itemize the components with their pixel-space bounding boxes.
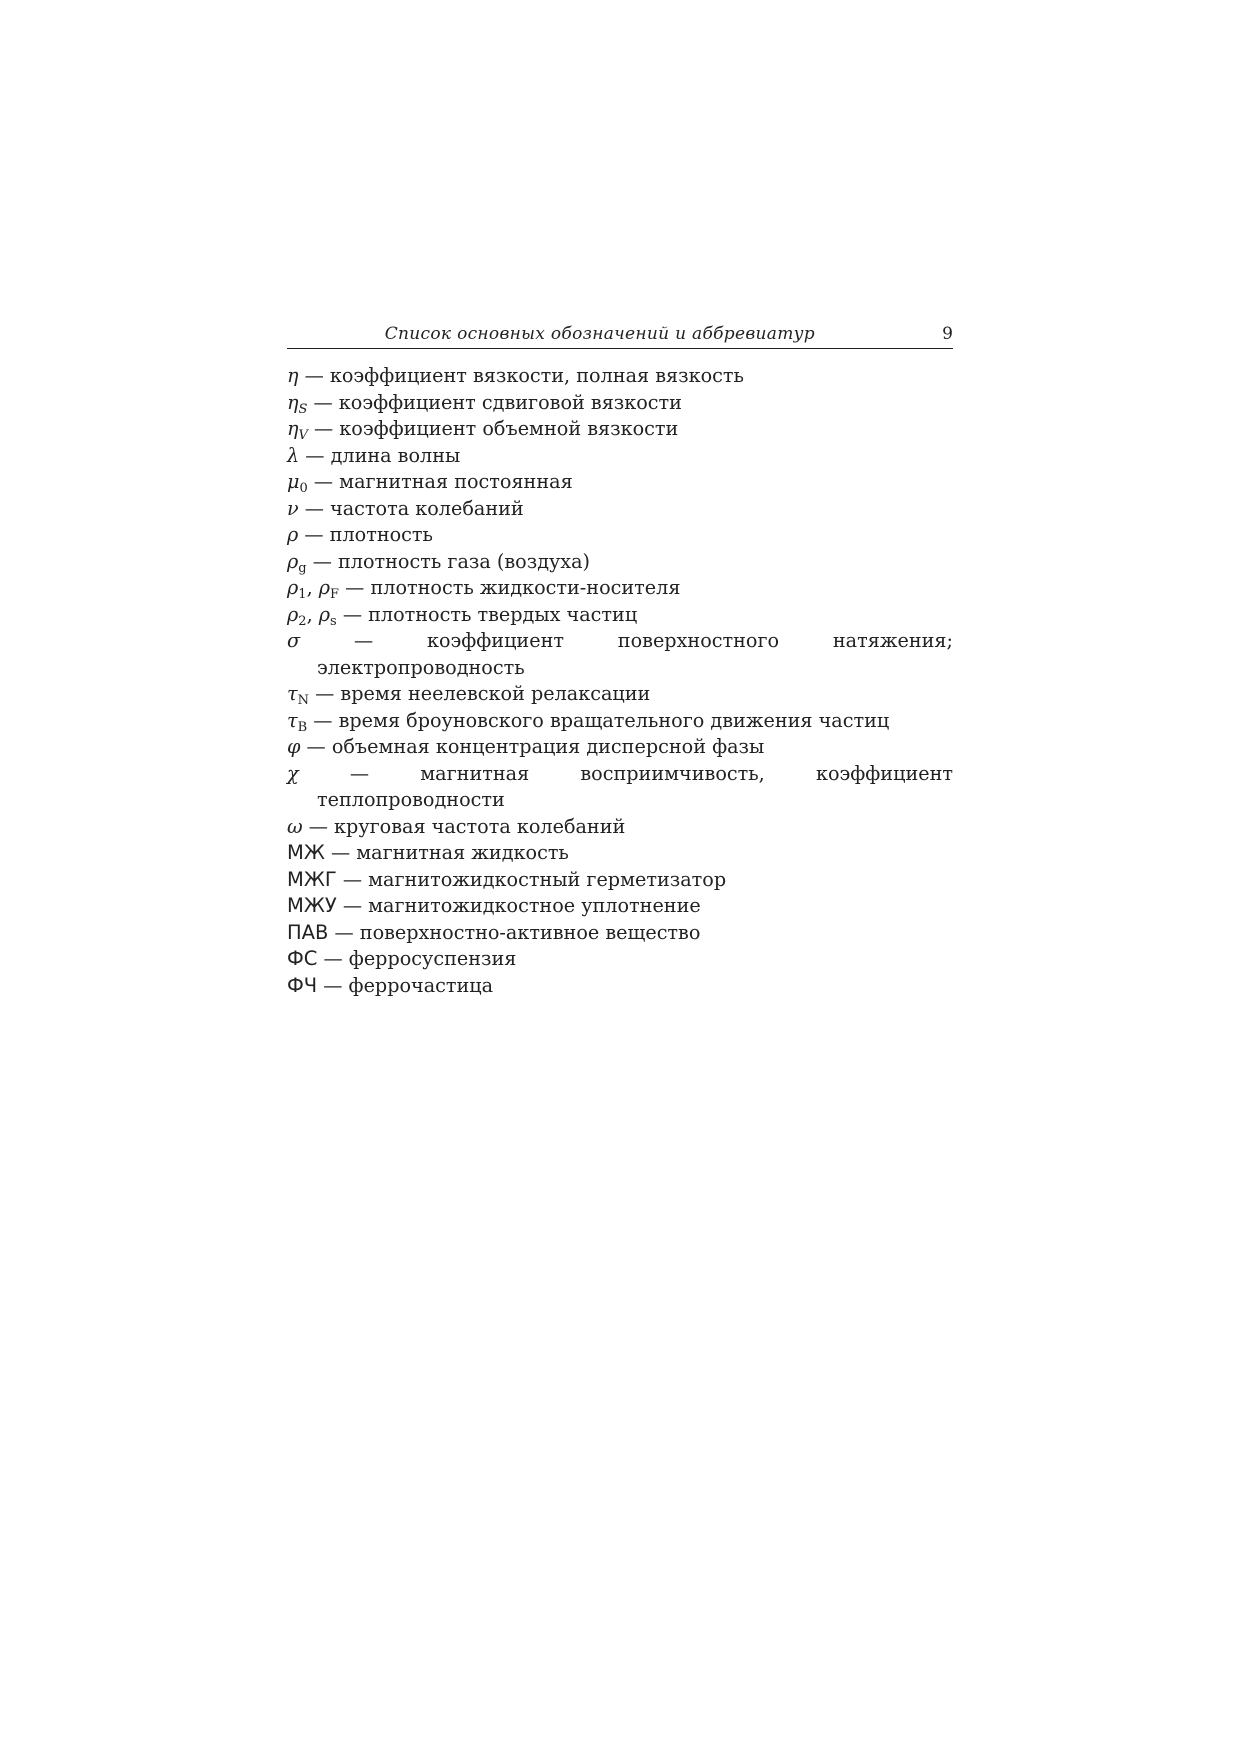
symbol: ρ (287, 602, 299, 626)
definition: плотность (329, 523, 433, 546)
list-item: МЖУ — магнитожидкостное уплотнение (287, 894, 701, 917)
subscript: 1 (298, 587, 307, 602)
definition: коэффициент объемной вязкости (339, 417, 679, 440)
definition: плотность твердых частиц (368, 602, 638, 626)
subscript: g (298, 560, 307, 576)
list-item: МЖ — магнитная жидкость (287, 841, 569, 864)
symbol: ρ (287, 549, 299, 573)
symbol: σ (287, 629, 301, 652)
list-item: $\eta_S$ — коэффициент сдвиговой вязкости (287, 390, 682, 417)
notation-list (287, 363, 953, 999)
symbol: ω (287, 814, 303, 838)
abbreviation: ФС (287, 947, 318, 970)
definition: плотность газа (воздуха) (338, 549, 591, 573)
list-item: ПАВ — поверхностно-активное вещество (287, 920, 701, 944)
definition: плотность жидкости-носителя (370, 576, 681, 599)
symbol: ρ (287, 576, 299, 599)
subscript: N (297, 693, 309, 708)
symbol: μ (287, 470, 300, 493)
list-item: ω — круговая частота колебаний (287, 814, 626, 838)
list-item: $\rho_2$, $\rho_s$ — плотность твердых частиц (287, 602, 638, 629)
definition: объемная концентрация дисперсной фазы (331, 735, 765, 758)
symbol: τ (287, 682, 298, 705)
list-item: $\eta_V$ — коэффициент объемной вязкости (287, 417, 679, 443)
list-item: φ — объемная концентрация дисперсной фазы (287, 735, 765, 758)
list-item: η — коэффициент вязкости, полная вязкость (287, 364, 744, 387)
symbol: ρ (287, 523, 299, 546)
page-content (287, 322, 953, 999)
symbol: φ (287, 735, 301, 758)
symbol: η (287, 417, 299, 440)
definition: коэффициент вязкости, полная вязкость (329, 364, 744, 387)
abbreviation: МЖ (287, 841, 325, 864)
symbol: ρ (318, 602, 331, 626)
definition: коэффициент сдвиговой вязкости (338, 390, 682, 414)
list-item: $\tau_N$ — время неелевской релаксации (287, 682, 651, 708)
subscript: V (298, 428, 308, 443)
definition: время броуновского вращательного движения частиц (338, 708, 890, 732)
subscript: F (330, 587, 340, 602)
subscript: 0 (299, 481, 308, 496)
symbol: η (287, 390, 299, 414)
symbol: ν (287, 496, 299, 520)
list-item: МЖГ — магнитожидкостный герметизатор (287, 867, 727, 891)
definition: феррочастица (348, 973, 494, 997)
definition: магнитожидкостный герметизатор (368, 867, 727, 891)
definition: поверхностно-активное вещество (359, 920, 701, 944)
definition: круговая частота колебаний (334, 814, 626, 838)
symbol: ρ (318, 576, 331, 599)
symbol: χ (287, 761, 299, 785)
definition: коэффициент поверхностного натяжения; электропроводность (317, 629, 953, 679)
subscript: 2 (298, 613, 307, 629)
list-item: λ — длина волны (287, 443, 461, 467)
symbol: λ (287, 443, 300, 467)
list-item: $\rho_1$, $\rho_F$ — плотность жидкости-носителя (287, 576, 681, 602)
list-item: $\mu_0$ — магнитная постоянная (287, 470, 573, 496)
definition: частота колебаний (330, 496, 524, 520)
abbreviation: ПАВ (287, 920, 329, 944)
list-item: ν — частота колебаний (287, 496, 524, 520)
abbreviation: МЖГ (287, 867, 337, 891)
list-item: ρ — плотность (287, 523, 433, 546)
subscript: B (297, 719, 308, 735)
page-number: 9 (942, 324, 953, 344)
abbreviation: ФЧ (287, 973, 318, 997)
definition: магнитная жидкость (356, 841, 569, 864)
abbreviation: МЖУ (287, 894, 337, 917)
definition: магнитная постоянная (339, 470, 573, 493)
definition: магнитожидкостное уплотнение (368, 894, 701, 917)
list-item: $\tau_B$ — время броуновского вращательного движения частиц (287, 708, 890, 735)
definition: время неелевской релаксации (340, 682, 651, 705)
header-title: Список основных обозначений и аббревиатур (384, 324, 815, 344)
list-item: ФС — ферросуспензия (287, 947, 517, 970)
definition: магнитная восприимчивость, коэффициент теплопроводности (317, 761, 953, 811)
list-item: σ — коэффициент поверхностного натяжения; электропроводность (287, 629, 953, 679)
definition: ферросуспензия (348, 947, 517, 970)
definition: длина волны (330, 443, 461, 467)
list-item: χ — магнитная восприимчивость, коэффициент теплопроводности (287, 761, 953, 811)
running-header (287, 322, 953, 349)
subscript: s (330, 613, 337, 629)
symbol: τ (287, 708, 298, 732)
subscript: S (298, 401, 308, 417)
symbol: η (287, 364, 299, 387)
list-item: ФЧ — феррочастица (287, 973, 494, 997)
list-item: $\rho_g$ — плотность газа (воздуха) (287, 549, 591, 576)
